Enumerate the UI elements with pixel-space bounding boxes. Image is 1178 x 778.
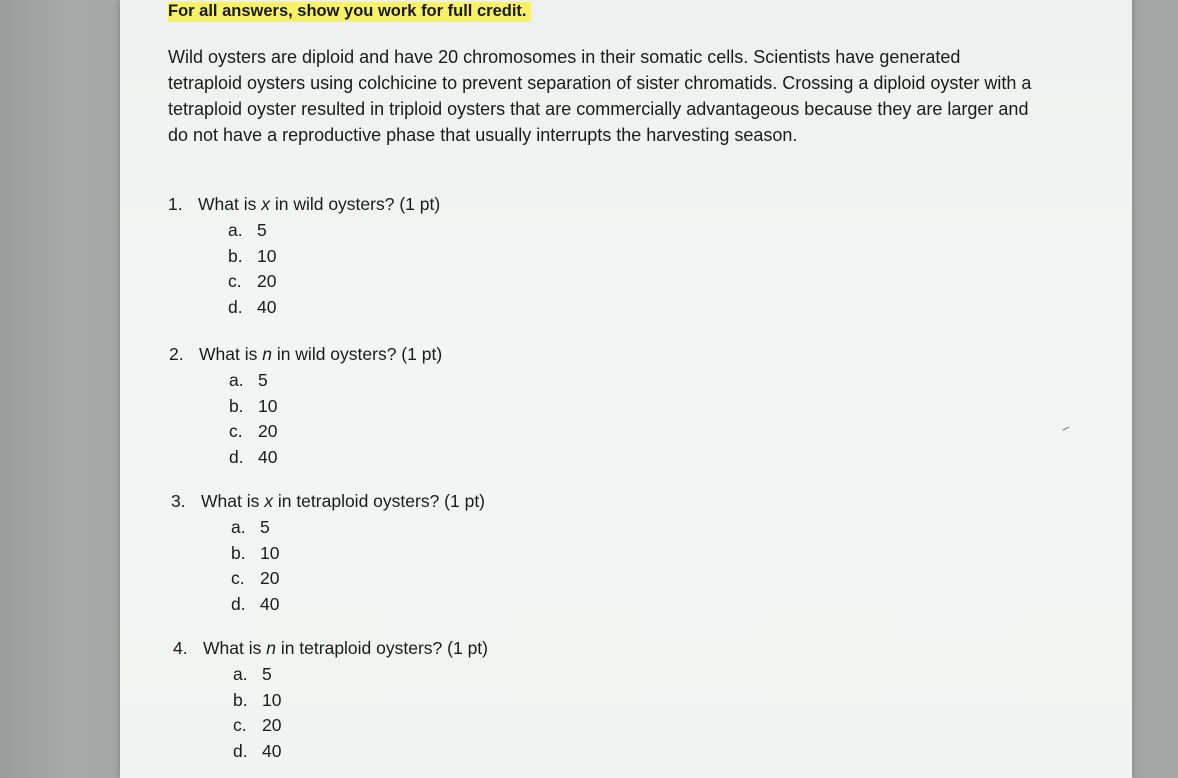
intro-paragraph: Wild oysters are diploid and have 20 chromosomes in their somatic cells. Scientists have generated tetraploid oysters using colchicine to prevent separation of sister chromatids. Crossing a diploid oyster with a tetraploid oyster resulted in triploid oysters that are commercially advantageous because they are larger and do not have a reproductive phase that usually interrupts the harvesting season.	[168, 47, 1032, 145]
option-letter: c.	[229, 421, 243, 441]
question-2-options	[229, 368, 442, 470]
worksheet-content	[168, 0, 1048, 761]
question-2	[169, 342, 442, 470]
option-c[interactable]	[229, 419, 442, 445]
question-3	[171, 489, 485, 617]
option-value: 40	[260, 593, 280, 614]
option-b[interactable]	[233, 688, 488, 714]
option-value: 10	[260, 542, 280, 563]
option-value: 20	[257, 271, 277, 291]
option-letter: a.	[228, 220, 243, 240]
option-letter: c.	[231, 568, 245, 588]
option-c[interactable]	[233, 713, 488, 739]
question-number: 4.	[173, 638, 188, 658]
variable: n	[262, 344, 272, 364]
option-c[interactable]	[231, 566, 485, 592]
option-a[interactable]	[229, 368, 442, 394]
option-b[interactable]	[228, 244, 440, 270]
question-text: What is x in tetraploid oysters? (1 pt)	[201, 491, 486, 511]
question-1-options	[228, 218, 440, 320]
question-4	[173, 636, 488, 764]
variable: x	[261, 194, 270, 214]
option-letter: d.	[233, 740, 248, 761]
option-value: 10	[257, 245, 277, 266]
option-value: 5	[257, 220, 267, 240]
option-value: 20	[258, 421, 278, 441]
option-letter: a.	[229, 370, 244, 390]
option-a[interactable]	[228, 218, 440, 244]
option-value: 20	[262, 715, 282, 735]
question-1-prompt	[168, 192, 440, 216]
pencil-mark	[1062, 427, 1070, 434]
option-c[interactable]	[228, 269, 440, 295]
question-text: What is n in tetraploid oysters? (1 pt)	[203, 638, 488, 658]
option-letter: c.	[233, 715, 247, 735]
option-value: 20	[260, 568, 280, 588]
question-text: What is x in wild oysters? (1 pt)	[198, 194, 441, 214]
option-letter: d.	[229, 446, 244, 467]
option-value: 10	[258, 395, 278, 416]
worksheet-page	[120, 0, 1132, 778]
question-number: 2.	[169, 344, 184, 364]
question-3-prompt	[171, 489, 485, 513]
option-d[interactable]	[233, 739, 488, 765]
option-value: 40	[258, 446, 278, 467]
option-letter: d.	[228, 296, 243, 317]
question-text: What is n in wild oysters? (1 pt)	[199, 344, 443, 364]
option-value: 5	[262, 664, 272, 684]
option-b[interactable]	[231, 541, 485, 567]
option-value: 5	[258, 370, 268, 390]
option-value: 40	[262, 740, 282, 761]
option-value: 40	[257, 296, 277, 317]
option-d[interactable]	[229, 445, 442, 471]
question-4-prompt	[173, 636, 488, 660]
option-a[interactable]	[231, 515, 485, 541]
question-2-prompt	[169, 342, 442, 366]
question-number: 1.	[168, 194, 183, 214]
variable: n	[266, 638, 276, 658]
option-value: 10	[262, 689, 282, 710]
option-letter: b.	[228, 245, 243, 266]
option-letter: a.	[231, 517, 246, 537]
instructions-banner: For all answers, show you work for full credit.	[168, 2, 531, 22]
option-letter: c.	[228, 271, 242, 291]
option-letter: b.	[229, 395, 244, 416]
option-a[interactable]	[233, 662, 488, 688]
option-letter: b.	[231, 542, 246, 563]
question-number: 3.	[171, 491, 186, 511]
option-letter: b.	[233, 689, 248, 710]
option-d[interactable]	[231, 592, 485, 618]
question-4-options	[233, 662, 488, 764]
option-b[interactable]	[229, 394, 442, 420]
question-3-options	[231, 515, 485, 617]
variable: x	[264, 491, 273, 511]
option-value: 5	[260, 517, 270, 537]
option-d[interactable]	[228, 295, 440, 321]
question-1	[168, 192, 440, 320]
option-letter: d.	[231, 593, 246, 614]
option-letter: a.	[233, 664, 248, 684]
